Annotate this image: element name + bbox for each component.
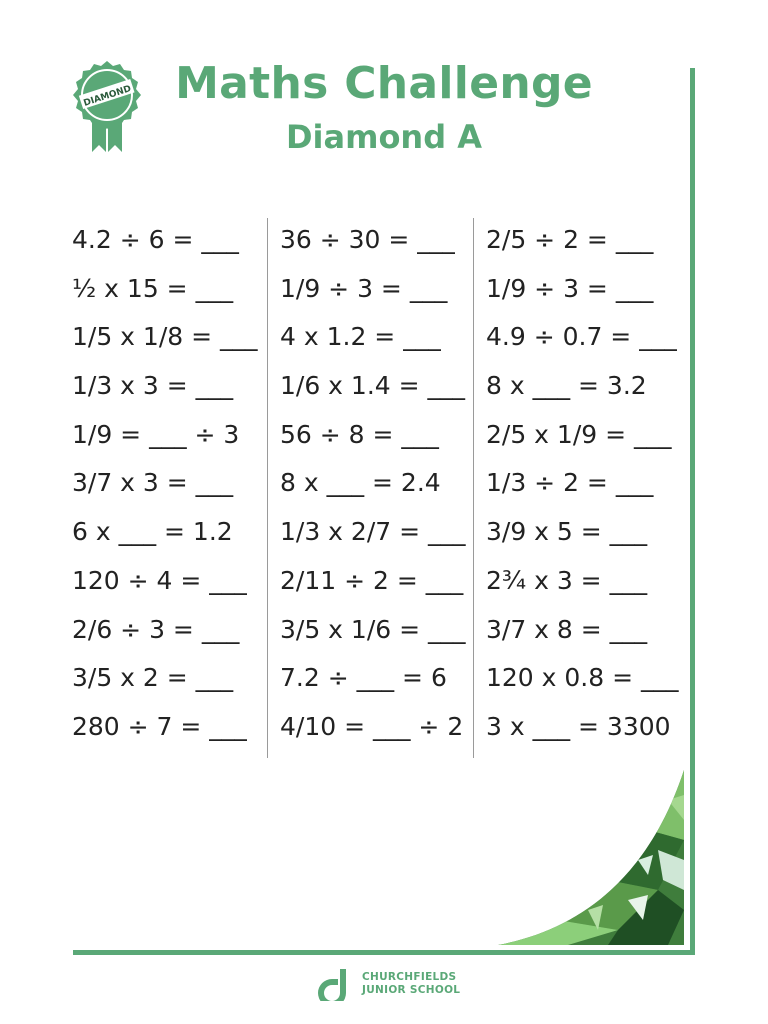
- question-item: 120 x 0.8 = ___: [486, 663, 679, 693]
- question-item: 3/5 x 1/6 = ___: [280, 614, 466, 644]
- question-item: 2/11 ÷ 2 = ___: [280, 565, 464, 595]
- question-item: 3/7 x 8 = ___: [486, 614, 648, 644]
- question-item: 1/3 x 3 = ___: [72, 371, 234, 401]
- frame-right-border: [690, 68, 695, 955]
- question-item: 1/6 x 1.4 = ___: [280, 371, 466, 401]
- badge-label: DIAMOND: [82, 84, 133, 109]
- question-item: 4.9 ÷ 0.7 = ___: [486, 322, 677, 352]
- question-item: 3/5 x 2 = ___: [72, 663, 234, 693]
- question-item: 280 ÷ 7 = ___: [72, 711, 247, 741]
- school-name-line1: CHURCHFIELDS: [362, 971, 457, 983]
- page-title: Maths Challenge: [175, 58, 593, 109]
- question-item: 56 ÷ 8 = ___: [280, 419, 439, 449]
- question-item: 2/5 x 1/9 = ___: [486, 419, 672, 449]
- question-item: 1/3 ÷ 2 = ___: [486, 468, 654, 498]
- question-item: 4.2 ÷ 6 = ___: [72, 225, 239, 254]
- question-item: 4/10 = ___ ÷ 2: [280, 711, 464, 741]
- page-subtitle: Diamond A: [285, 118, 483, 156]
- question-item: 3 x ___ = 3300: [486, 711, 671, 741]
- question-item: 2¾ x 3 = ___: [486, 565, 648, 595]
- school-name-line2: JUNIOR SCHOOL: [362, 984, 461, 996]
- question-item: 36 ÷ 30 = ___: [280, 225, 455, 254]
- question-column-3: [486, 216, 686, 752]
- question-item: 7.2 ÷ ___ = 6: [280, 663, 447, 693]
- gem-corner-decoration: [498, 770, 684, 945]
- question-column-2: [280, 216, 470, 752]
- question-item: 1/9 ÷ 3 = ___: [486, 273, 654, 303]
- question-item: 1/3 x 2/7 = ___: [280, 517, 466, 547]
- question-item: ½ x 15 = ___: [72, 273, 234, 303]
- question-column-1: [72, 216, 262, 752]
- column-divider: [267, 218, 268, 758]
- question-item: 2/5 ÷ 2 = ___: [486, 225, 654, 254]
- column-divider: [473, 218, 474, 758]
- question-item: 3/7 x 3 = ___: [72, 468, 234, 498]
- question-item: 4 x 1.2 = ___: [280, 322, 441, 352]
- question-item: 8 x ___ = 2.4: [280, 468, 441, 498]
- question-item: 3/9 x 5 = ___: [486, 517, 648, 547]
- question-item: 120 ÷ 4 = ___: [72, 565, 247, 595]
- question-item: 1/5 x 1/8 = ___: [72, 322, 258, 352]
- frame-bottom-border: [73, 950, 695, 955]
- question-item: 6 x ___ = 1.2: [72, 517, 233, 547]
- question-item: 1/9 = ___ ÷ 3: [72, 419, 240, 449]
- question-item: 2/6 ÷ 3 = ___: [72, 614, 240, 644]
- school-name: [362, 971, 460, 997]
- question-item: 8 x ___ = 3.2: [486, 371, 647, 401]
- question-item: 1/9 ÷ 3 = ___: [280, 273, 448, 303]
